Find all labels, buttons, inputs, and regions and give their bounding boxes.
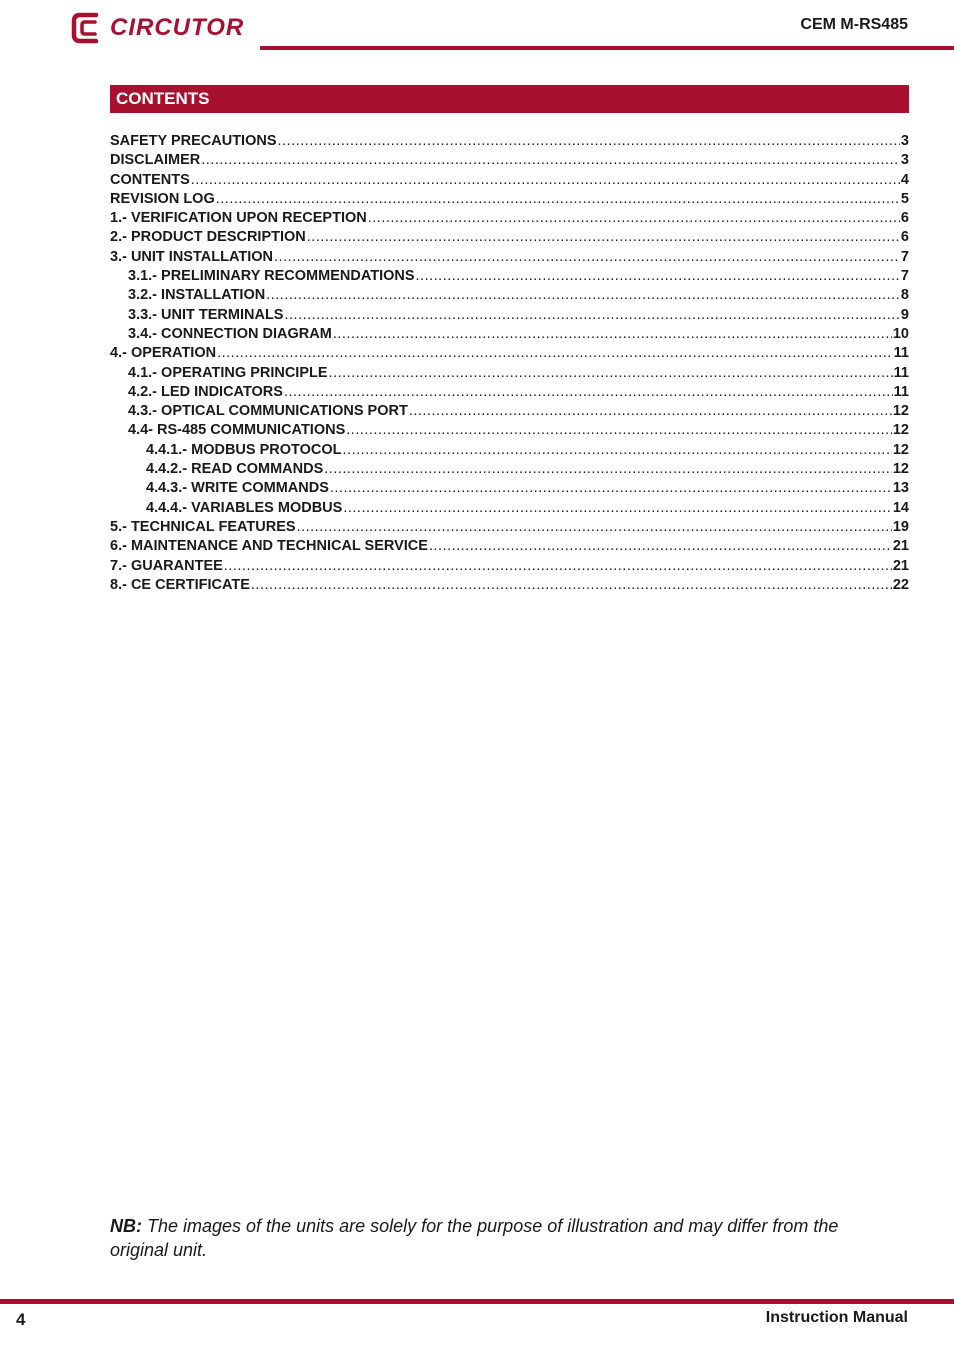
toc-entry[interactable] [110, 499, 909, 518]
toc-entry-label: 3.3.- UNIT TERMINALS [128, 306, 284, 323]
toc-entry-page: 3 [900, 133, 909, 149]
footer-title: Instruction Manual [765, 1309, 908, 1326]
header-rule [260, 46, 954, 50]
toc-entry[interactable] [110, 402, 909, 421]
toc-entry[interactable] [110, 537, 909, 556]
toc-entry[interactable] [110, 190, 909, 209]
toc-entry[interactable] [110, 518, 909, 537]
toc-entry-label: 3.4.- CONNECTION DIAGRAM [128, 325, 332, 342]
toc-entry[interactable] [110, 248, 909, 267]
footer-rule [0, 1299, 954, 1304]
toc-entry-page: 19 [892, 518, 909, 535]
toc-entry-page: 8 [900, 287, 909, 304]
toc-entry[interactable] [110, 576, 909, 595]
table-of-contents [110, 132, 909, 595]
toc-leader-dots [224, 557, 892, 576]
toc-leader-dots [333, 325, 892, 344]
toc-entry-page: 21 [892, 538, 909, 555]
toc-leader-dots [329, 364, 893, 383]
toc-entry-label: 4.4.1.- MODBUS PROTOCOL [146, 441, 342, 458]
toc-entry-label: 3.1.- PRELIMINARY RECOMMENDATIONS [128, 268, 415, 285]
toc-leader-dots [343, 441, 892, 460]
toc-entry-page: 11 [893, 364, 909, 381]
toc-leader-dots [216, 190, 900, 209]
toc-leader-dots [409, 402, 892, 421]
toc-entry-label: 4.3.- OPTICAL COMMUNICATIONS PORT [128, 403, 408, 420]
toc-entry-page: 9 [900, 306, 909, 323]
toc-entry-page: 12 [892, 441, 909, 458]
toc-entry-page: 12 [892, 403, 909, 420]
toc-entry[interactable] [110, 344, 909, 363]
toc-entry[interactable] [110, 171, 909, 190]
toc-entry-label: 6.- MAINTENANCE AND TECHNICAL SERVICE [110, 538, 428, 555]
toc-leader-dots [307, 228, 900, 247]
toc-entry-label: SAFETY PRECAUTIONS [110, 133, 277, 149]
toc-entry[interactable] [110, 306, 909, 325]
toc-entry[interactable] [110, 460, 909, 479]
note-text: The images of the units are solely for the purpose of illustration and may differ from the original unit. [110, 1216, 839, 1260]
toc-entry-page: 3 [900, 152, 909, 169]
circutor-logo-icon [70, 11, 104, 45]
model-name: CEM M-RS485 [800, 16, 908, 33]
toc-entry-page: 6 [900, 210, 909, 227]
toc-leader-dots [416, 267, 900, 286]
toc-entry-page: 10 [892, 325, 909, 342]
toc-leader-dots [191, 171, 900, 190]
toc-entry-page: 21 [892, 557, 909, 574]
toc-leader-dots [343, 499, 892, 518]
toc-leader-dots [284, 383, 893, 402]
toc-entry-label: DISCLAIMER [110, 152, 201, 169]
toc-entry-label: 4.4- RS-485 COMMUNICATIONS [128, 422, 346, 439]
toc-entry-label: 2.- PRODUCT DESCRIPTION [110, 229, 306, 246]
toc-entry[interactable] [110, 228, 909, 247]
toc-leader-dots [201, 151, 900, 170]
toc-entry[interactable] [110, 286, 909, 305]
toc-entry-page: 22 [892, 576, 909, 593]
toc-leader-dots [278, 132, 900, 151]
circutor-logo [70, 10, 244, 46]
toc-entry[interactable] [110, 441, 909, 460]
toc-entry-label: 4.4.2.- READ COMMANDS [146, 461, 324, 478]
toc-entry[interactable] [110, 151, 909, 170]
logo-text: CIRCUTOR [110, 14, 245, 41]
toc-entry[interactable] [110, 209, 909, 228]
toc-leader-dots [324, 460, 892, 479]
toc-entry-page: 5 [900, 190, 909, 207]
note-prefix: NB: [110, 1216, 142, 1236]
toc-entry-label: 5.- TECHNICAL FEATURES [110, 518, 296, 535]
toc-entry-label: 1.- VERIFICATION UPON RECEPTION [110, 210, 367, 227]
toc-leader-dots [284, 306, 899, 325]
toc-leader-dots [274, 248, 900, 267]
toc-entry-page: 14 [892, 499, 909, 516]
toc-leader-dots [330, 479, 892, 498]
toc-entry-page: 4 [900, 171, 909, 188]
toc-leader-dots [251, 576, 892, 595]
toc-entry-label: 4.2.- LED INDICATORS [128, 383, 283, 400]
toc-entry-page: 12 [892, 461, 909, 478]
toc-leader-dots [429, 537, 892, 556]
toc-entry[interactable] [110, 421, 909, 440]
toc-entry-page: 13 [892, 480, 909, 497]
toc-entry-page: 11 [893, 345, 909, 362]
toc-leader-dots [346, 421, 892, 440]
toc-entry-page: 11 [893, 383, 909, 400]
page-number: 4 [16, 1310, 26, 1329]
note [110, 1214, 900, 1262]
toc-entry[interactable] [110, 267, 909, 286]
toc-entry-page: 12 [892, 422, 909, 439]
toc-entry-label: 8.- CE CERTIFICATE [110, 576, 250, 593]
toc-leader-dots [217, 344, 893, 363]
toc-entry[interactable] [110, 325, 909, 344]
toc-entry-page: 7 [900, 268, 909, 285]
toc-entry[interactable] [110, 383, 909, 402]
toc-leader-dots [368, 209, 900, 228]
toc-entry-page: 7 [900, 248, 909, 265]
toc-entry-label: 4.4.3.- WRITE COMMANDS [146, 480, 329, 497]
toc-entry[interactable] [110, 557, 909, 576]
toc-entry-label: 4.1.- OPERATING PRINCIPLE [128, 364, 328, 381]
toc-entry-label: REVISION LOG [110, 190, 215, 207]
toc-entry[interactable] [110, 132, 909, 151]
toc-entry[interactable] [110, 479, 909, 498]
toc-entry-label: 3.2.- INSTALLATION [128, 287, 266, 304]
toc-leader-dots [297, 518, 892, 537]
toc-entry-label: 4.- OPERATION [110, 345, 217, 362]
toc-entry[interactable] [110, 364, 909, 383]
toc-entry-page: 6 [900, 229, 909, 246]
toc-entry-label: 4.4.4.- VARIABLES MODBUS [146, 499, 343, 516]
section-title: CONTENTS [110, 85, 909, 113]
toc-leader-dots [266, 286, 900, 305]
toc-entry-label: 7.- GUARANTEE [110, 557, 223, 574]
toc-entry-label: CONTENTS [110, 171, 190, 188]
toc-entry-label: 3.- UNIT INSTALLATION [110, 248, 273, 265]
